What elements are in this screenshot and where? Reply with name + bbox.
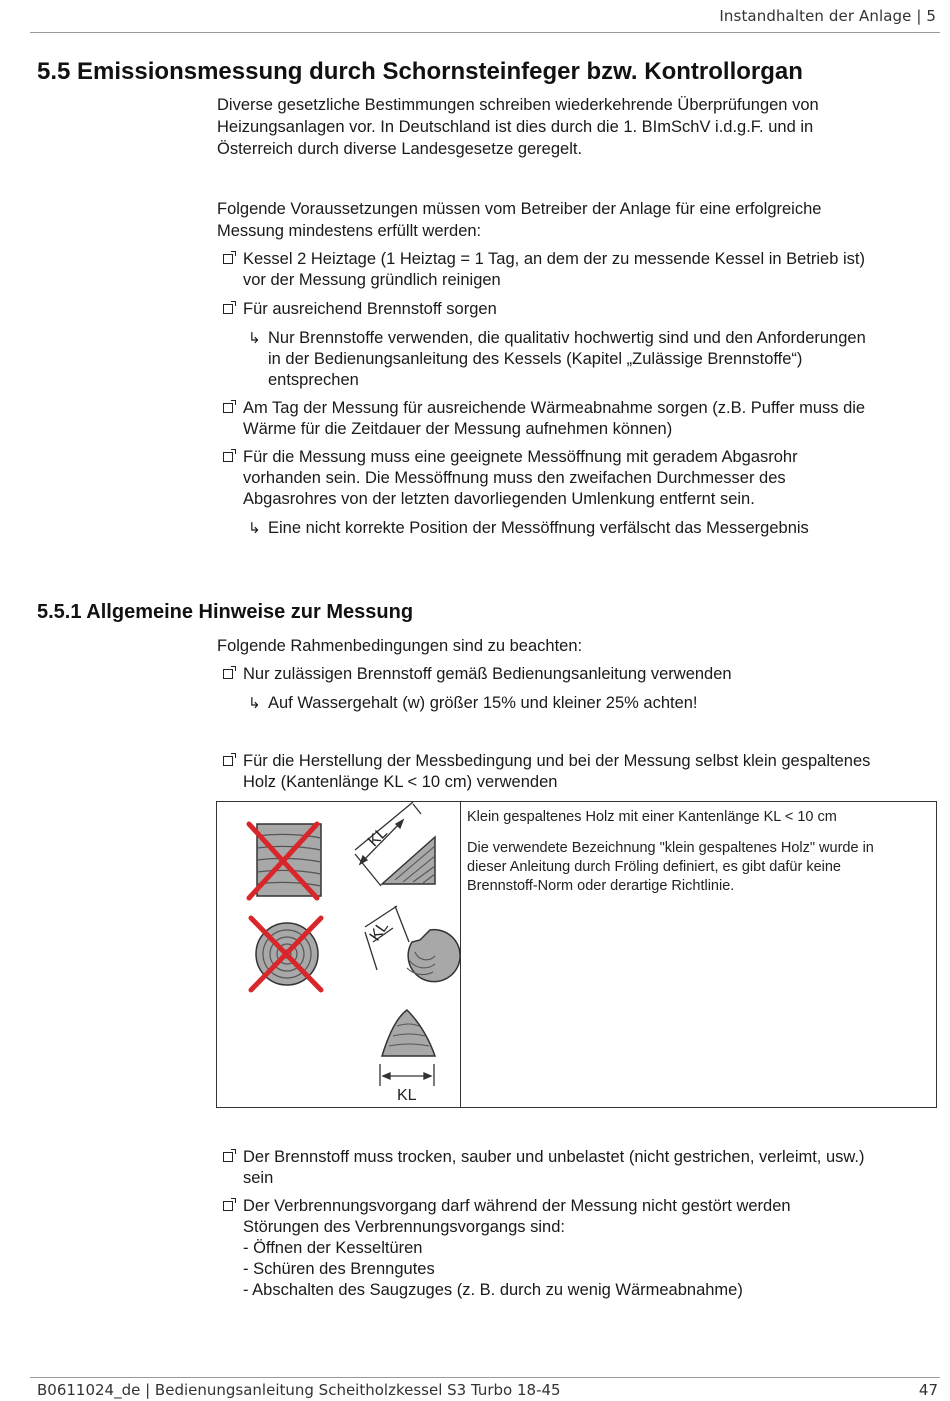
- split-wood-wedge-icon: [382, 1010, 435, 1056]
- footer-divider: [30, 1377, 940, 1378]
- sub-item-line: in der Bedienungsanleitung des Kessels (Kapitel „Zulässige Brennstoffe“): [268, 350, 803, 368]
- intro-line: Diverse gesetzliche Bestimmungen schreiben wiederkehrende Überprüfungen von: [217, 96, 819, 114]
- arrow-icon: ↳: [248, 330, 261, 347]
- square-log-icon: [257, 824, 321, 896]
- checkbox-icon: [223, 254, 233, 264]
- item-line: - Schüren des Brenngutes: [243, 1260, 435, 1278]
- list-item: [221, 751, 946, 793]
- figure-note-line: dieser Anleitung durch Fröling definiert, es gibt dafür keine: [467, 859, 841, 875]
- item-line: vor der Messung gründlich reinigen: [243, 271, 501, 289]
- subsection-intro: Folgende Rahmenbedingungen sind zu beachten:: [217, 637, 583, 655]
- sub-item-line: Auf Wassergehalt (w) größer 15% und kleiner 25% achten!: [268, 694, 698, 712]
- item-line: Wärme für die Zeitdauer der Messung aufnehmen können): [243, 420, 673, 438]
- figure-note-line: Brennstoff-Norm oder derartige Richtlinie.: [467, 878, 735, 894]
- arrow-icon: ↳: [248, 520, 261, 537]
- sub-item: [248, 693, 938, 714]
- requirements-line: Folgende Voraussetzungen müssen vom Betreiber der Anlage für eine erfolgreiche: [217, 200, 822, 218]
- section-intro: [217, 94, 917, 160]
- subsection-title: 5.5.1 Allgemeine Hinweise zur Messung: [37, 601, 414, 623]
- list-item: [221, 249, 946, 291]
- figure-divider: [460, 801, 461, 1108]
- item-line: Der Brennstoff muss trocken, sauber und unbelastet (nicht gestrichen, verleimt, usw.): [243, 1148, 865, 1166]
- figure-note-line: Die verwendete Bezeichnung "klein gespaltenes Holz" wurde in: [467, 840, 874, 856]
- intro-line: Heizungsanlagen vor. In Deutschland ist dies durch die 1. BImSchV i.d.g.F. und in: [217, 118, 814, 136]
- item-line: sein: [243, 1169, 274, 1187]
- item-line: Nur zulässigen Brennstoff gemäß Bedienungsanleitung verwenden: [243, 665, 732, 683]
- header-divider: [30, 32, 940, 33]
- item-line: Für die Herstellung der Messbedingung und bei der Messung selbst klein gespaltenes: [243, 752, 871, 770]
- kl-label: KL: [366, 918, 392, 945]
- page-number: 47: [918, 1381, 938, 1399]
- kl-dimension-icon: [380, 1064, 434, 1086]
- item-line: Störungen des Verbrennungsvorgangs sind:: [243, 1218, 565, 1236]
- item-line: - Öffnen der Kesseltüren: [243, 1239, 423, 1257]
- wood-size-illustration: [217, 802, 460, 1107]
- list-item: [221, 398, 946, 440]
- split-wood-round-icon: [407, 930, 460, 982]
- requirements-intro: [217, 198, 917, 242]
- figure-note: [467, 839, 932, 896]
- item-line: Am Tag der Messung für ausreichende Wärmeabnahme sorgen (z.B. Puffer muss die: [243, 399, 866, 417]
- item-line: vorhanden sein. Die Messöffnung muss den zweifachen Durchmesser des: [243, 469, 786, 487]
- item-line: Für ausreichend Brennstoff sorgen: [243, 300, 497, 318]
- checkbox-icon: [223, 756, 233, 766]
- list-item: [221, 664, 946, 685]
- item-line: Kessel 2 Heiztage (1 Heiztag = 1 Tag, an dem der zu messende Kessel in Betrieb ist): [243, 250, 865, 268]
- item-line: Abgasrohres von der letzten davorliegenden Umlenkung entfernt sein.: [243, 490, 755, 508]
- sub-item-line: Eine nicht korrekte Position der Messöffnung verfälscht das Messergebnis: [268, 519, 809, 537]
- checkbox-icon: [223, 1152, 233, 1162]
- sub-item: [248, 328, 938, 391]
- item-line: Für die Messung muss eine geeignete Messöffnung mit geradem Abgasrohr: [243, 448, 798, 466]
- section-title: 5.5 Emissionsmessung durch Schornsteinfeger bzw. Kontrollorgan: [37, 58, 803, 85]
- item-line: - Abschalten des Saugzuges (z. B. durch zu wenig Wärmeabnahme): [243, 1281, 743, 1299]
- item-line: Der Verbrennungsvorgang darf während der Messung nicht gestört werden: [243, 1197, 791, 1215]
- kl-label: KL: [364, 824, 391, 851]
- split-wood-triangle-icon: [382, 837, 435, 884]
- checkbox-icon: [223, 452, 233, 462]
- checkbox-icon: [223, 403, 233, 413]
- item-line: Holz (Kantenlänge KL < 10 cm) verwenden: [243, 773, 558, 791]
- figure-caption: Klein gespaltenes Holz mit einer Kantenlänge KL < 10 cm: [467, 809, 837, 825]
- checkbox-icon: [223, 669, 233, 679]
- sub-item-line: Nur Brennstoffe verwenden, die qualitativ hochwertig sind und den Anforderungen: [268, 329, 866, 347]
- kl-label: KL: [397, 1087, 417, 1104]
- footer-document-id: B0611024_de | Bedienungsanleitung Scheitholzkessel S3 Turbo 18-45: [37, 1381, 561, 1399]
- list-item: [221, 447, 946, 510]
- intro-line: Österreich durch diverse Landesgesetze geregelt.: [217, 140, 583, 158]
- running-header: Instandhalten der Anlage | 5: [719, 7, 936, 25]
- requirements-line: Messung mindestens erfüllt werden:: [217, 222, 482, 240]
- sub-item-line: entsprechen: [268, 371, 359, 389]
- checkbox-icon: [223, 304, 233, 314]
- list-item: [221, 299, 946, 320]
- arrow-icon: ↳: [248, 695, 261, 712]
- list-item: [221, 1196, 946, 1301]
- list-item: [221, 1147, 946, 1189]
- checkbox-icon: [223, 1201, 233, 1211]
- sub-item: [248, 518, 938, 539]
